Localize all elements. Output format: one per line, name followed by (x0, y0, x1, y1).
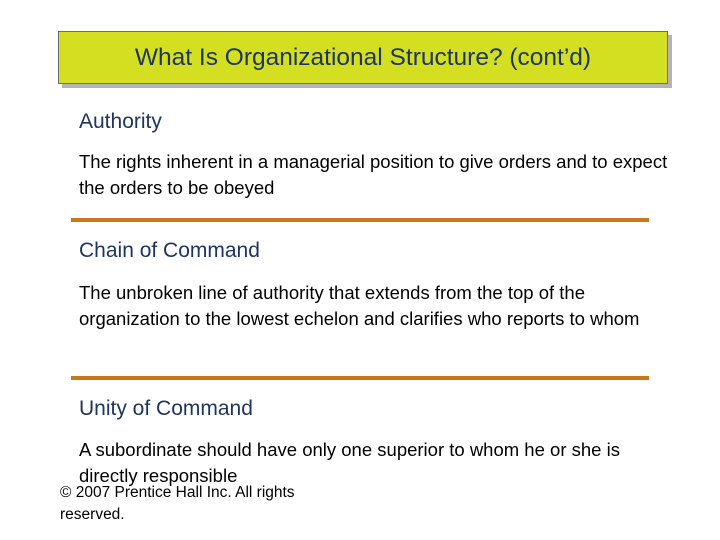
slide-title-box (58, 31, 668, 84)
definition-authority: The rights inherent in a managerial position to give orders and to expect the orders to be obeyed (79, 151, 668, 198)
term-authority: Authority (79, 110, 162, 133)
copyright-notice: © 2007 Prentice Hall Inc. All rights reserved. (60, 484, 295, 523)
divider-1 (71, 218, 649, 222)
definition-unity-of-command: A subordinate should have only one superior to whom he or she is directly responsible (79, 439, 620, 486)
term-chain-of-command: Chain of Command (79, 239, 260, 262)
term-unity-of-command: Unity of Command (79, 397, 253, 420)
divider-2 (71, 376, 649, 380)
definition-chain-of-command: The unbroken line of authority that extends from the top of the organization to the lowest echelon and clarifies who reports to whom (79, 282, 640, 329)
slide-title: What Is Organizational Structure? (cont’d) (134, 43, 592, 71)
